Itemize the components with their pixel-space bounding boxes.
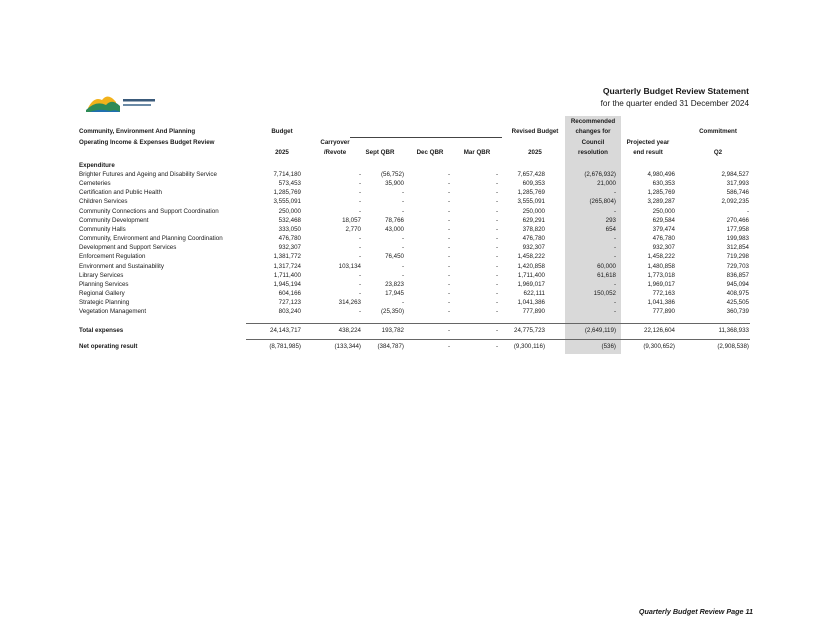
cell-rec: (2,649,119) [584, 327, 616, 334]
col-dec-qbr: Dec QBR [416, 149, 444, 156]
cell-rec: 61,618 [597, 271, 616, 279]
cell-mar: - [495, 216, 498, 224]
cell-dec: - [447, 327, 450, 334]
cell-dec: - [447, 189, 450, 197]
row-label: Total expenses [79, 327, 124, 334]
page-footer: Quarterly Budget Review Page 11 [638, 607, 753, 616]
col-projected-header-1: Projected year [626, 139, 670, 146]
cell-commit: 11,368,933 [718, 327, 749, 334]
cell-dec: - [447, 207, 450, 215]
cell-carry: - [358, 289, 361, 297]
cell-commit: 586,746 [726, 189, 749, 197]
cell-mar: - [495, 271, 498, 279]
cell-budget: 7,714,180 [273, 171, 301, 178]
cell-revised: 777,890 [522, 308, 545, 316]
cell-rec: (2,676,932) [584, 171, 616, 178]
cell-dec: - [447, 308, 450, 316]
cell-budget: 250,000 [278, 207, 301, 215]
col-recommended-header-4: resolution [578, 149, 608, 156]
statement-subtitle: for the quarter ended 31 December 2024 [600, 99, 749, 108]
cell-revised: 1,420,858 [517, 262, 545, 270]
total-rule [246, 323, 750, 324]
section-heading: Community, Environment And Planning [79, 128, 196, 135]
council-logo-icon [86, 88, 158, 116]
cell-mar: - [495, 299, 498, 307]
cell-rec: - [613, 244, 616, 252]
cell-budget: 803,240 [278, 308, 301, 316]
cell-sept: - [401, 198, 404, 206]
row-label: Development and Support Services [79, 244, 177, 252]
cell-carry: 2,770 [345, 225, 361, 233]
cell-proj: 1,773,018 [647, 271, 675, 279]
cell-sept: 17,945 [385, 289, 404, 297]
cell-rec: - [613, 235, 616, 243]
row-label: Certification and Public Health [79, 189, 162, 197]
cell-rec: (265,804) [589, 198, 616, 206]
cell-commit: 360,739 [726, 308, 749, 316]
cell-rec: - [613, 280, 616, 288]
cell-proj: 630,353 [652, 180, 675, 188]
cell-sept: (56,752) [380, 171, 404, 178]
col-commitment-q2: Q2 [713, 149, 723, 156]
row-label: Regional Gallery [79, 289, 125, 297]
cell-dec: - [447, 225, 450, 233]
cell-proj: 772,163 [652, 289, 675, 297]
cell-dec: - [447, 343, 450, 350]
cell-revised: 609,353 [522, 180, 545, 188]
col-commitment-header: Commitment [699, 128, 737, 135]
cell-sept: 76,450 [385, 253, 404, 261]
cell-commit: 945,094 [726, 280, 749, 288]
cell-commit: - [746, 207, 749, 215]
cell-dec: - [447, 280, 450, 288]
cell-carry: - [358, 207, 361, 215]
cell-proj: 476,780 [652, 235, 675, 243]
cell-proj: 379,474 [652, 225, 675, 233]
col-sept-qbr: Sept QBR [365, 149, 395, 156]
cell-revised: 7,657,428 [517, 171, 545, 178]
row-label: Children Services [79, 198, 128, 206]
cell-commit: 408,975 [726, 289, 749, 297]
cell-rec: 150,052 [593, 289, 616, 297]
cell-dec: - [447, 244, 450, 252]
cell-budget: 476,780 [278, 235, 301, 243]
cell-sept: 193,782 [381, 327, 404, 334]
cell-dec: - [447, 299, 450, 307]
col-mar-qbr: Mar QBR [463, 149, 491, 156]
cell-mar: - [495, 225, 498, 233]
cell-revised: 476,780 [522, 235, 545, 243]
cell-budget: 1,945,194 [273, 280, 301, 288]
section-subheading: Operating Income & Expenses Budget Review [79, 139, 215, 146]
cell-sept: 43,000 [385, 225, 404, 233]
cell-rec: - [613, 189, 616, 197]
cell-carry: - [358, 189, 361, 197]
cell-rec: 60,000 [597, 262, 616, 270]
net-rule [246, 339, 750, 340]
cell-proj: 932,307 [652, 244, 675, 252]
cell-mar: - [495, 189, 498, 197]
cell-revised: 622,111 [523, 289, 545, 297]
cell-proj: 1,285,769 [647, 189, 675, 197]
cell-dec: - [447, 253, 450, 261]
row-label: Vegetation Management [79, 308, 147, 316]
cell-proj: 777,890 [652, 308, 675, 316]
cell-revised: 1,969,017 [517, 280, 545, 288]
cell-revised: 24,775,723 [514, 327, 545, 334]
row-label: Cemeteries [79, 180, 111, 188]
cell-revised: 1,041,386 [517, 299, 545, 307]
cell-commit: 177,958 [726, 225, 749, 233]
cell-carry: 438,224 [338, 327, 361, 334]
cell-commit: 836,857 [726, 271, 749, 279]
cell-budget: 532,468 [278, 216, 301, 224]
cell-mar: - [495, 244, 498, 252]
cell-proj: 250,000 [652, 207, 675, 215]
cell-rec: - [613, 308, 616, 316]
cell-commit: 270,466 [726, 216, 749, 224]
cell-sept: - [401, 235, 404, 243]
cell-proj: 1,041,386 [647, 299, 675, 307]
cell-carry: - [358, 235, 361, 243]
cell-revised: 629,291 [522, 216, 545, 224]
cell-revised: 3,555,091 [517, 198, 545, 206]
col-recommended-header-1: Recommended [570, 118, 616, 125]
cell-budget: 1,285,769 [273, 189, 301, 197]
cell-mar: - [495, 327, 498, 334]
cell-budget: 1,381,772 [273, 253, 301, 261]
cell-carry: - [358, 271, 361, 279]
cell-dec: - [447, 171, 450, 178]
cell-budget: 333,050 [278, 225, 301, 233]
cell-commit: 2,092,235 [721, 198, 749, 206]
row-label: Planning Services [79, 280, 129, 288]
cell-mar: - [495, 308, 498, 316]
col-revised-year: 2025 [528, 149, 542, 156]
cell-commit: 719,298 [726, 253, 749, 261]
cell-dec: - [447, 198, 450, 206]
cell-mar: - [495, 262, 498, 270]
col-carryover-header: Carryover [320, 139, 350, 146]
cell-carry: - [358, 180, 361, 188]
expenditure-label: Expenditure [79, 162, 115, 169]
cell-dec: - [447, 271, 450, 279]
cell-mar: - [495, 343, 498, 350]
row-label: Community Connections and Support Coordination [79, 207, 219, 215]
col-budget-header: Budget [271, 128, 293, 135]
cell-dec: - [447, 262, 450, 270]
cell-sept: - [401, 244, 404, 252]
cell-mar: - [495, 207, 498, 215]
cell-proj: 629,584 [652, 216, 675, 224]
cell-budget: 1,317,724 [273, 262, 301, 270]
col-budget-year: 2025 [275, 149, 289, 156]
cell-revised: 378,820 [522, 225, 545, 233]
cell-carry: 18,057 [342, 216, 361, 224]
cell-commit: 425,505 [726, 299, 749, 307]
row-label: Brighter Futures and Ageing and Disability Service [79, 171, 217, 178]
cell-dec: - [447, 289, 450, 297]
cell-revised: 250,000 [522, 207, 545, 215]
statement-title: Quarterly Budget Review Statement [602, 86, 749, 96]
cell-budget: 604,166 [278, 289, 301, 297]
cell-revised: 1,285,769 [517, 189, 545, 197]
cell-budget: 1,711,400 [273, 271, 301, 279]
cell-rec: 293 [605, 216, 616, 224]
col-recommended-header-3: Council [581, 139, 605, 146]
cell-mar: - [495, 180, 498, 188]
col-carryover-header-2: /Revote [323, 149, 347, 156]
col-projected-header-2: end result [633, 149, 663, 156]
cell-revised: 1,458,222 [517, 253, 545, 261]
col-revised-header: Revised Budget [511, 128, 559, 135]
cell-commit: 312,854 [726, 244, 749, 252]
cell-budget: 727,123 [278, 299, 301, 307]
cell-commit: 729,703 [726, 262, 749, 270]
cell-sept: - [401, 271, 404, 279]
cell-carry: (133,344) [334, 343, 361, 350]
cell-budget: 932,307 [278, 244, 301, 252]
cell-mar: - [495, 253, 498, 261]
cell-mar: - [495, 171, 498, 178]
cell-commit: 2,984,527 [721, 171, 749, 178]
row-label: Community Halls [79, 225, 126, 233]
cell-rec: - [613, 207, 616, 215]
cell-sept: - [401, 189, 404, 197]
cell-rec: - [613, 299, 616, 307]
cell-carry: - [358, 244, 361, 252]
cell-sept: 23,823 [385, 280, 404, 288]
cell-proj: 1,969,017 [647, 280, 675, 288]
cell-carry: - [358, 308, 361, 316]
cell-carry: - [358, 198, 361, 206]
cell-dec: - [447, 180, 450, 188]
cell-carry: - [358, 171, 361, 178]
cell-commit: (2,908,538) [717, 343, 749, 350]
cell-commit: 199,983 [726, 235, 749, 243]
row-label: Environment and Sustainability [79, 262, 164, 270]
cell-carry: - [358, 280, 361, 288]
cell-commit: 317,993 [726, 180, 749, 188]
cell-sept: 78,766 [385, 216, 404, 224]
cell-rec: 21,000 [597, 180, 616, 188]
cell-sept: - [401, 207, 404, 215]
cell-dec: - [447, 235, 450, 243]
cell-sept: (384,787) [377, 343, 404, 350]
cell-budget: (8,781,985) [269, 343, 301, 350]
cell-carry: - [358, 253, 361, 261]
cell-proj: 3,289,287 [647, 198, 675, 206]
cell-budget: 573,453 [278, 180, 301, 188]
cell-proj: (9,300,652) [643, 343, 675, 350]
cell-proj: 4,980,496 [647, 171, 675, 178]
row-label: Community, Environment and Planning Coordination [79, 235, 223, 243]
cell-revised: 932,307 [522, 244, 545, 252]
cell-dec: - [447, 216, 450, 224]
cell-budget: 24,143,717 [270, 327, 301, 334]
cell-mar: - [495, 235, 498, 243]
row-label: Net operating result [79, 343, 138, 350]
cell-proj: 1,480,858 [647, 262, 675, 270]
cell-sept: (25,350) [380, 308, 404, 316]
row-label: Community Development [79, 216, 149, 224]
row-label: Strategic Planning [79, 299, 130, 307]
cell-proj: 22,126,604 [644, 327, 675, 334]
cell-rec: (536) [601, 343, 616, 350]
row-label: Library Services [79, 271, 124, 279]
cell-rec: 654 [605, 225, 616, 233]
cell-mar: - [495, 289, 498, 297]
cell-revised: 1,711,400 [517, 271, 545, 279]
cell-mar: - [495, 280, 498, 288]
cell-sept: 35,900 [385, 180, 404, 188]
cell-rec: - [613, 253, 616, 261]
cell-sept: - [401, 262, 404, 270]
cell-budget: 3,555,091 [273, 198, 301, 206]
cell-carry: 314,263 [338, 299, 361, 307]
cell-revised: (9,300,116) [513, 343, 545, 350]
col-recommended-header-2: changes for [575, 128, 611, 135]
cell-sept: - [401, 299, 404, 307]
cell-mar: - [495, 198, 498, 206]
row-label: Enforcement Regulation [79, 253, 146, 261]
cell-carry: 103,134 [338, 262, 361, 270]
cell-proj: 1,458,222 [647, 253, 675, 261]
qbr-header-rule [350, 137, 502, 138]
